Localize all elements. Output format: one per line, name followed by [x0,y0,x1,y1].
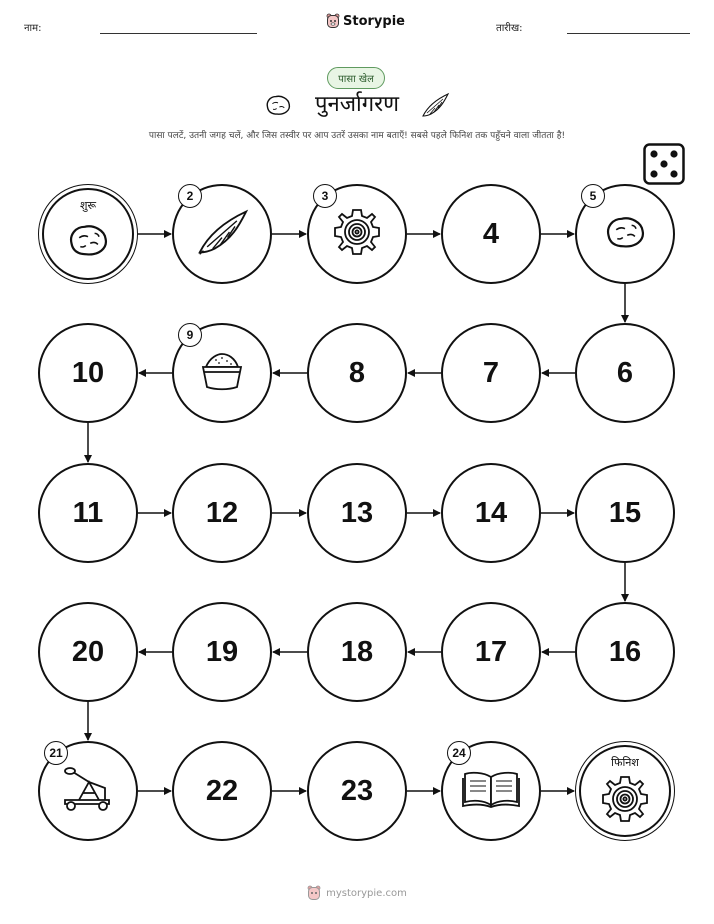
space-number: 18 [340,635,374,668]
board-space-16 [575,602,675,702]
rock-icon [603,213,647,255]
space-number-badge: 2 [178,184,202,208]
board-space-17 [441,602,541,702]
space-number: 12 [205,496,239,529]
rock-icon [66,221,110,263]
board-space-22 [172,741,272,841]
board-space-23 [307,741,407,841]
board-space-21 [38,741,138,841]
space-number-badge: 21 [44,741,68,765]
board-space-24 [441,741,541,841]
space-number: 14 [474,496,508,529]
gear-icon [332,207,382,261]
board-space-4 [441,184,541,284]
powder-bowl-icon [198,349,246,397]
finish-label: फिनिश [611,756,639,769]
board-space-7 [441,323,541,423]
space-number: 13 [340,496,374,529]
start-label: शुरू [79,199,97,212]
space-number-badge: 5 [581,184,605,208]
board-space-12 [172,463,272,563]
space-number-badge: 3 [313,184,337,208]
board-space-14 [441,463,541,563]
board-space-9 [172,323,272,423]
space-number: 22 [205,774,239,807]
date-label: तारीख: [496,23,523,34]
page-title: पुनर्जागरण [314,92,400,117]
catapult-icon [59,766,117,816]
start-space [38,184,138,284]
name-label: नाम: [24,23,42,34]
board-space-10 [38,323,138,423]
footer-url: mystorypie.com [326,887,407,899]
space-number: 20 [71,635,105,668]
finish-space [575,741,675,841]
space-number-badge: 24 [447,741,471,765]
space-number: 16 [608,635,642,668]
board-space-5 [575,184,675,284]
board-space-15 [575,463,675,563]
board-space-8 [307,323,407,423]
space-number: 15 [608,496,642,529]
gear-icon [600,774,650,828]
board-space-3 [307,184,407,284]
space-number-badge: 9 [178,323,202,347]
storypie-logo-icon [307,885,321,901]
board-space-19 [172,602,272,702]
space-number: 17 [474,635,508,668]
board-space-18 [307,602,407,702]
space-number: 7 [482,356,500,389]
book-icon [461,769,521,813]
board-space-11 [38,463,138,563]
footer [0,885,714,901]
space-number: 8 [348,356,366,389]
brand-name: Storypie [343,13,405,29]
space-number: 19 [205,635,239,668]
space-number: 4 [482,217,500,250]
board-space-20 [38,602,138,702]
space-number: 23 [340,774,374,807]
space-number: 6 [616,356,634,389]
board-space-13 [307,463,407,563]
space-number: 11 [72,496,104,529]
board-space-6 [575,323,675,423]
wing-icon [193,206,251,262]
game-type-badge: पासा खेल [327,67,385,89]
space-number: 10 [71,356,105,389]
board-space-2 [172,184,272,284]
instructions: पासा पलटें, उतनी जगह चलें, और जिस तस्वीर पर आप उतरें उसका नाम बताएँ! सबसे पहले फिनिश तक पहुँचने वाला जीतता है! [148,131,566,141]
